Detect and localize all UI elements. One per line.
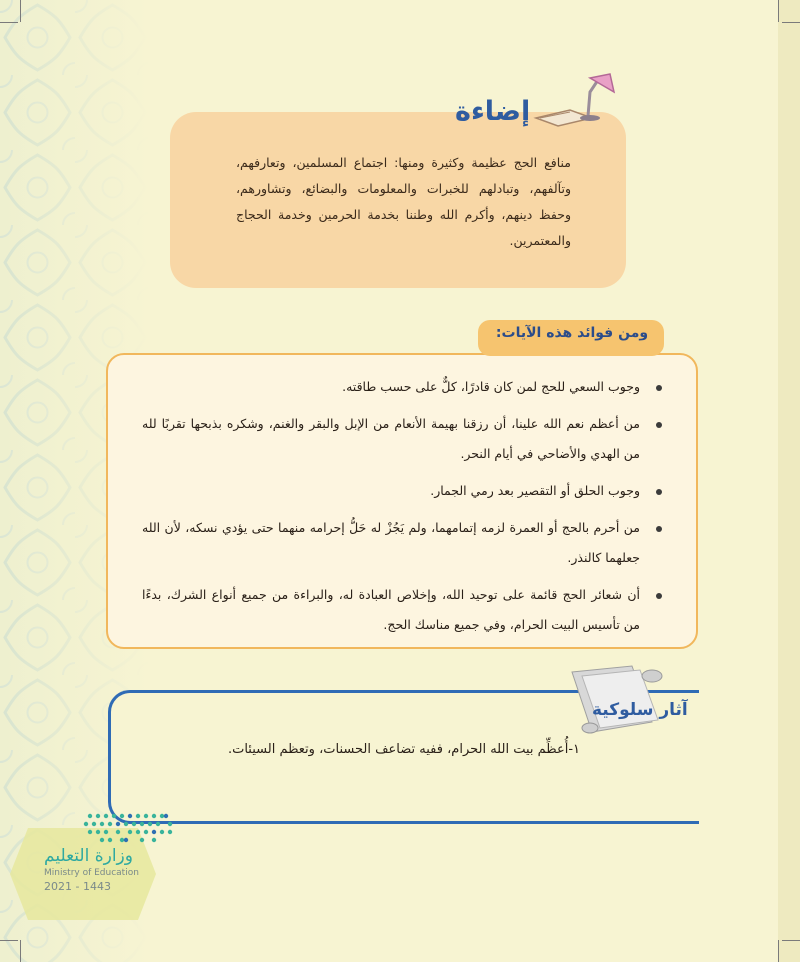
crop-mark <box>778 0 779 22</box>
behavioral-effects-title: آثار سلوكية <box>592 700 688 720</box>
benefit-text: وجوب الحلق أو التقصير بعد رمي الجمار. <box>430 483 640 498</box>
crop-mark <box>782 940 800 941</box>
illumination-title: إضاءة <box>455 96 531 127</box>
list-item <box>142 372 662 402</box>
crop-mark <box>20 0 21 22</box>
list-item <box>142 580 662 640</box>
benefit-text: من أعظم نعم الله علينا، أن رزقنا بهيمة الأنعام من الإبل والبقر والغنم، وشكره بذبحها تقربًا لله من الهدي والأضاحي في أيام النحر. <box>142 416 640 461</box>
crop-mark <box>20 940 21 962</box>
ministry-name-english: Ministry of Education <box>44 868 139 878</box>
behavioral-effect-item: ١-أُعظِّم بيت الله الحرام، ففيه تضاعف الحسنات، وتعظم السيئات. <box>227 742 580 757</box>
bullet-icon <box>656 385 662 391</box>
bullet-icon <box>656 526 662 532</box>
benefit-text: من أحرم بالحج أو العمرة لزمه إتمامهما، ولم يَجُزْ له حَلُّ إحرامه منهما حتى يؤدي نسكه، لأن الله جعلهما كالنذر. <box>142 520 640 565</box>
crop-mark <box>778 940 779 962</box>
ministry-logo-icon <box>82 810 178 844</box>
list-item <box>142 409 662 469</box>
benefit-text: أن شعائر الحج قائمة على توحيد الله، وإخلاص العبادة له، والبراءة من جميع أنواع الشرك، بدءًا من تأسيس البيت الحرام، وفي جميع مناسك الحج. <box>142 587 640 632</box>
bullet-icon <box>656 489 662 495</box>
ministry-year: 2021 - 1443 <box>44 880 111 893</box>
list-item <box>142 476 662 506</box>
bullet-icon <box>656 422 662 428</box>
right-margin-strip <box>778 0 800 962</box>
ministry-name-arabic: وزارة التعليم <box>44 846 133 866</box>
illumination-text: منافع الحج عظيمة وكثيرة ومنها: اجتماع المسلمين، وتعارفهم، وتآلفهم، وتبادلهم للخبرات والمعلومات والبضائع، وتشاورهم، وحفظ دينهم، وأكرم الله وطننا بخدمة الحرمين وخدمة الحجاج والمعتمرين. <box>236 155 571 248</box>
benefits-list <box>142 372 662 647</box>
crop-mark <box>0 940 18 941</box>
crop-mark <box>782 22 800 23</box>
paper-scroll-icon <box>562 662 672 736</box>
crop-mark <box>0 22 18 23</box>
list-item <box>142 513 662 573</box>
bullet-icon <box>656 593 662 599</box>
benefit-text: وجوب السعي للحج لمن كان قادرًا، كلٌّ على حسب طاقته. <box>342 379 640 394</box>
desk-lamp-icon <box>528 72 618 132</box>
benefits-title: ومن فوائد هذه الآيات: <box>495 325 649 341</box>
